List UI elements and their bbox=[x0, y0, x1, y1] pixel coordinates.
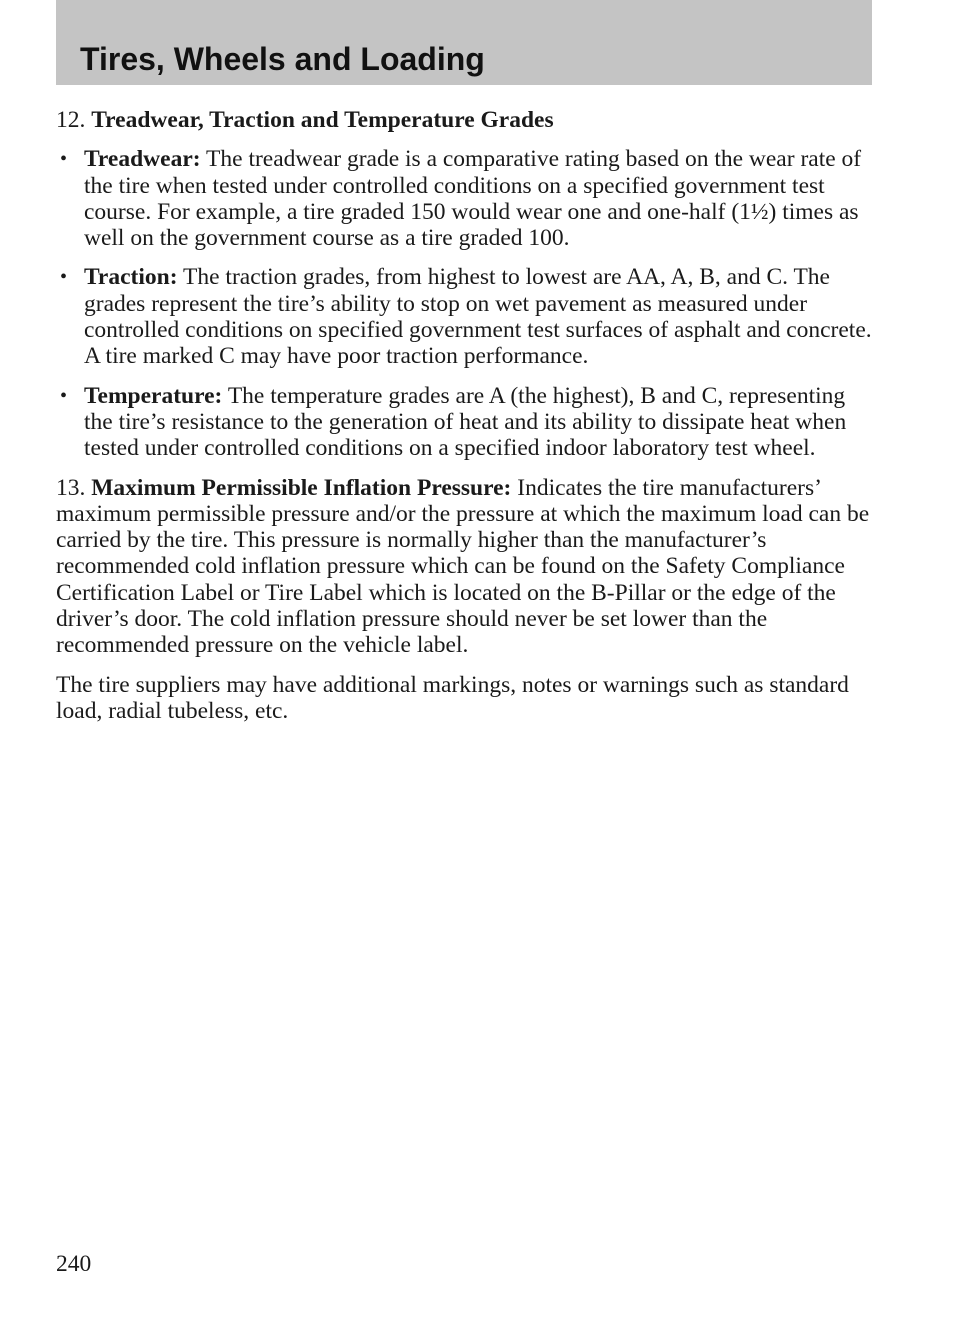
section-12-number: 12. bbox=[56, 107, 86, 133]
section-12-heading bbox=[56, 107, 876, 133]
desc-traction: The traction grades, from highest to lowest are AA, A, B, and C. The grades represent the tire’s ability to stop on wet pavement as measured under controlled conditions on specified government test surfaces of asphalt and concrete. A tire marked C may have poor traction performance. bbox=[84, 264, 872, 370]
grades-list bbox=[56, 146, 876, 461]
list-item-temperature bbox=[56, 383, 876, 462]
section-13-paragraph bbox=[56, 475, 876, 659]
desc-treadwear: The treadwear grade is a comparative rating based on the wear rate of the tire when tested under controlled conditions on a specified government test course. For example, a tire graded 150 would wear one and one-half (1½) times as well on the government course as a tire graded 100. bbox=[84, 146, 862, 252]
section-13-title: Maximum Permissible Inflation Pressure: bbox=[91, 474, 512, 501]
closing-paragraph: The tire suppliers may have additional markings, notes or warnings such as standard load, radial tubeless, etc. bbox=[56, 671, 849, 724]
section-13-text: Indicates the tire manufacturers’ maximum permissible pressure and/or the pressure at which the maximum load can be carried by the tire. This pressure is normally higher than the manufacturer’s recommended cold inflation pressure which can be found on the Safety Compliance Certification Label or Tire Label which is located on the B-Pillar or the edge of the driver’s door. The cold inflation pressure should never be set lower than the recommended pressure on the vehicle label. bbox=[56, 474, 870, 659]
term-treadwear: Treadwear: bbox=[84, 146, 201, 173]
term-traction: Traction: bbox=[84, 264, 178, 291]
section-header-bar bbox=[56, 0, 872, 85]
section-12-title: Treadwear, Traction and Temperature Grades bbox=[91, 107, 554, 133]
bullet-icon: • bbox=[60, 384, 68, 407]
bullet-icon: • bbox=[60, 148, 68, 171]
desc-temperature: The temperature grades are A (the highest), B and C, representing the tire’s resistance to the generation of heat and its ability to dissipate heat when tested under controlled conditions on a specified indoor laboratory test wheel. bbox=[84, 382, 847, 462]
term-temperature: Temperature: bbox=[84, 382, 223, 409]
section-13-number: 13. bbox=[56, 474, 86, 501]
list-item-treadwear bbox=[56, 146, 876, 251]
main-content bbox=[56, 107, 876, 737]
page-title: Tires, Wheels and Loading bbox=[80, 41, 485, 77]
page-number: 240 bbox=[56, 1251, 92, 1277]
bullet-icon: • bbox=[60, 266, 68, 289]
list-item-traction bbox=[56, 264, 876, 369]
